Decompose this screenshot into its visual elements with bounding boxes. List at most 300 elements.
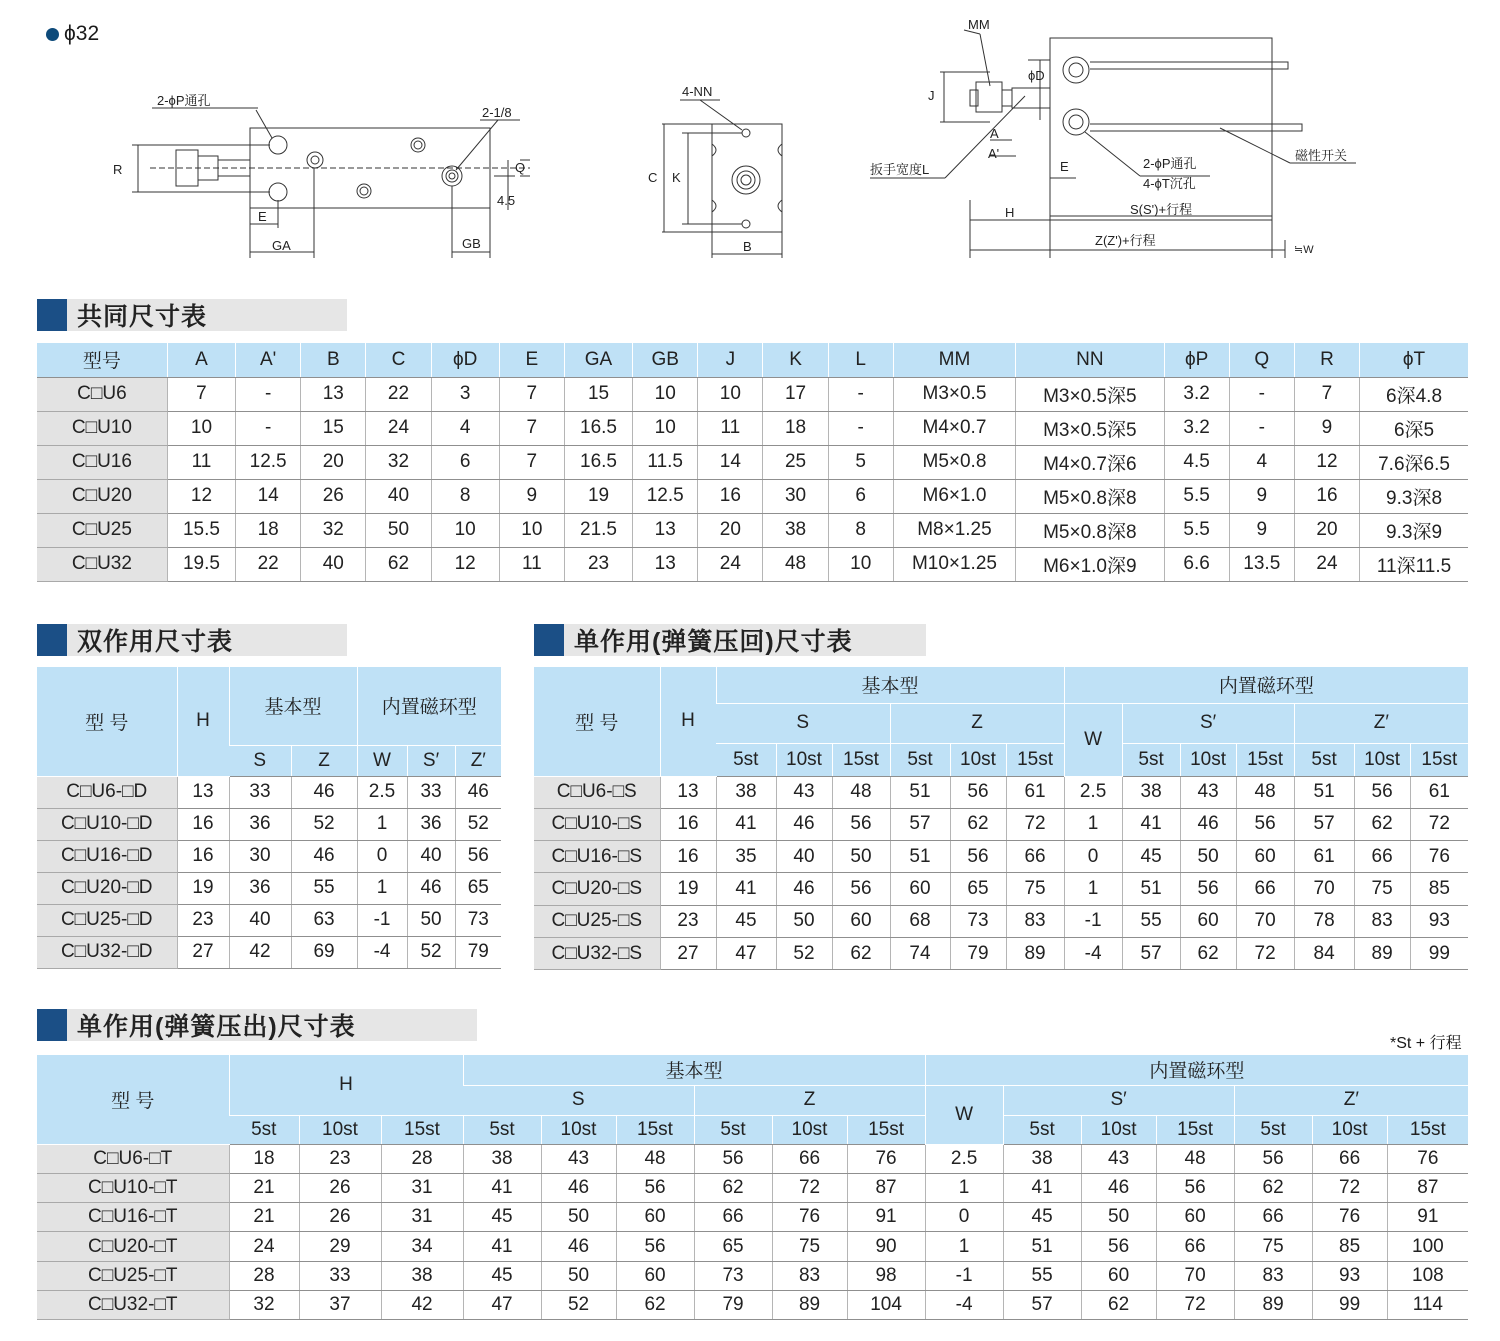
value-cell: 41 (463, 1173, 541, 1202)
label-r: R (113, 162, 123, 177)
model-cell: C□U6 (37, 377, 167, 411)
value-cell: M4×0.7深6 (1016, 445, 1164, 479)
single-acting-extend-table (37, 1055, 1468, 1320)
value-cell: 37 (299, 1290, 381, 1319)
value-cell: 62 (832, 937, 890, 969)
value-cell: 13 (633, 513, 698, 547)
value-cell: 51 (1003, 1232, 1081, 1261)
model-cell: C□U32-□D (37, 936, 177, 968)
value-cell: 90 (847, 1232, 925, 1261)
column-header: 5st (1122, 743, 1180, 776)
model-cell: C□U20-□S (534, 873, 660, 905)
value-cell: 72 (1006, 808, 1064, 840)
value-cell: 6.6 (1164, 547, 1229, 581)
value-cell: 76 (772, 1203, 847, 1232)
label-magnetic-switch: 磁性开关 (1295, 148, 1348, 163)
value-cell: 75 (1354, 873, 1410, 905)
value-cell: - (828, 377, 893, 411)
value-cell: 42 (229, 936, 291, 968)
model-cell: C□U32-□S (534, 937, 660, 969)
value-cell: 41 (1122, 808, 1180, 840)
value-cell: 51 (890, 841, 950, 873)
value-cell: 62 (616, 1290, 694, 1319)
value-cell: 104 (847, 1290, 925, 1319)
label-2-phi-p-hole: 2-ϕP通孔 (157, 93, 211, 108)
value-cell: 4 (431, 411, 499, 445)
column-header: Q (1229, 343, 1294, 377)
value-cell: 18 (763, 411, 828, 445)
value-cell: 32 (366, 445, 431, 479)
value-cell: 7 (499, 445, 564, 479)
table-row (37, 840, 501, 872)
value-cell: 93 (1312, 1261, 1387, 1290)
column-header: 5st (694, 1115, 772, 1144)
header-magnet-type: 内置磁环型 (357, 667, 501, 745)
value-cell: 7 (499, 411, 564, 445)
value-cell: 12 (431, 547, 499, 581)
value-cell: 65 (950, 873, 1006, 905)
value-cell: 72 (1410, 808, 1468, 840)
value-cell: 60 (1236, 841, 1294, 873)
section-title: 双作用尺寸表 (77, 628, 234, 656)
value-cell: 9.3深8 (1360, 479, 1468, 513)
value-cell: 16 (660, 808, 716, 840)
value-cell: 76 (1410, 841, 1468, 873)
value-cell: 83 (772, 1261, 847, 1290)
value-cell: 48 (832, 776, 890, 808)
value-cell: 26 (299, 1173, 381, 1202)
value-cell: 91 (1387, 1203, 1468, 1232)
value-cell: 29 (299, 1232, 381, 1261)
value-cell: 3.2 (1164, 411, 1229, 445)
value-cell: 51 (1294, 776, 1354, 808)
value-cell: 56 (950, 841, 1006, 873)
model-cell: C□U25-□S (534, 905, 660, 937)
value-cell: 93 (1410, 905, 1468, 937)
label-q: Q (515, 160, 526, 175)
model-cell: C□U10-□S (534, 808, 660, 840)
value-cell: 9.3深9 (1360, 513, 1468, 547)
table-row (534, 776, 1468, 808)
value-cell: 85 (1312, 1232, 1387, 1261)
section-square-icon (37, 1009, 67, 1041)
model-cell: C□U32 (37, 547, 167, 581)
value-cell: - (236, 377, 301, 411)
section-square-icon (534, 624, 564, 656)
value-cell: 19 (660, 873, 716, 905)
value-cell: 21 (229, 1173, 299, 1202)
value-cell: M3×0.5深5 (1016, 377, 1164, 411)
header-z-prime: Z′ (1294, 703, 1468, 743)
value-cell: 19 (564, 479, 632, 513)
model-cell: C□U16 (37, 445, 167, 479)
header-z: Z (890, 703, 1064, 743)
value-cell: 32 (229, 1290, 299, 1319)
column-header: 5st (463, 1115, 541, 1144)
value-cell: 31 (381, 1173, 463, 1202)
label-wrench-width: 扳手宽度L (870, 162, 930, 177)
value-cell: 16.5 (564, 445, 632, 479)
value-cell: 48 (763, 547, 828, 581)
value-cell: 50 (407, 904, 455, 936)
value-cell: 56 (1156, 1173, 1234, 1202)
value-cell: 43 (776, 776, 832, 808)
value-cell: M5×0.8深8 (1016, 479, 1164, 513)
value-cell: 48 (1156, 1144, 1234, 1173)
value-cell: 23 (660, 905, 716, 937)
section-title: 共同尺寸表 (77, 303, 208, 331)
label-w: ≒W (1294, 244, 1314, 256)
value-cell: 10 (499, 513, 564, 547)
value-cell: 40 (407, 840, 455, 872)
value-cell: 43 (541, 1144, 616, 1173)
header-model: 型 号 (37, 667, 177, 776)
value-cell: M6×1.0 (893, 479, 1015, 513)
table-row (37, 808, 501, 840)
header-model: 型 号 (534, 667, 660, 776)
value-cell: 20 (1294, 513, 1359, 547)
value-cell: 76 (847, 1144, 925, 1173)
value-cell: 38 (463, 1144, 541, 1173)
value-cell: 45 (463, 1261, 541, 1290)
model-cell: C□U6-□T (37, 1144, 229, 1173)
value-cell: 6 (431, 445, 499, 479)
value-cell: 1 (357, 872, 407, 904)
value-cell: 78 (1294, 905, 1354, 937)
section-header-double (37, 624, 347, 656)
label-phi-d: ϕD (1028, 68, 1045, 83)
value-cell: 19.5 (167, 547, 235, 581)
value-cell: 52 (776, 937, 832, 969)
value-cell: 57 (890, 808, 950, 840)
value-cell: 83 (1006, 905, 1064, 937)
column-header: 15st (832, 743, 890, 776)
table-row (37, 445, 1468, 479)
value-cell: 52 (541, 1290, 616, 1319)
column-header: 5st (1234, 1115, 1312, 1144)
value-cell: M4×0.7 (893, 411, 1015, 445)
value-cell: 66 (1156, 1232, 1234, 1261)
value-cell: 4 (1229, 445, 1294, 479)
value-cell: 30 (763, 479, 828, 513)
model-cell: C□U20 (37, 479, 167, 513)
column-header: B (301, 343, 366, 377)
value-cell: 6 (828, 479, 893, 513)
value-cell: 45 (463, 1203, 541, 1232)
value-cell: 16 (698, 479, 763, 513)
value-cell: 9 (1229, 513, 1294, 547)
column-header: 10st (950, 743, 1006, 776)
value-cell: 72 (1312, 1173, 1387, 1202)
value-cell: 66 (1312, 1144, 1387, 1173)
value-cell: 56 (694, 1144, 772, 1173)
value-cell: 1 (357, 808, 407, 840)
value-cell: 62 (366, 547, 431, 581)
section-square-icon (37, 299, 67, 331)
value-cell: 31 (381, 1203, 463, 1232)
model-cell: C□U6-□S (534, 776, 660, 808)
value-cell: 11 (698, 411, 763, 445)
column-header: 15st (1387, 1115, 1468, 1144)
value-cell: 48 (1236, 776, 1294, 808)
header-z-prime: Z′ (1234, 1085, 1468, 1115)
table-row (37, 776, 501, 808)
value-cell: 65 (694, 1232, 772, 1261)
value-cell: 1 (925, 1232, 1003, 1261)
value-cell: 23 (299, 1144, 381, 1173)
value-cell: -4 (1064, 937, 1122, 969)
value-cell: 5.5 (1164, 513, 1229, 547)
value-cell: 4.5 (1164, 445, 1229, 479)
header-s: S (229, 745, 291, 776)
label-4-phi-t: 4-ϕT沉孔 (1143, 176, 1196, 191)
value-cell: 7 (499, 377, 564, 411)
value-cell: 52 (291, 808, 357, 840)
column-header: 15st (1410, 743, 1468, 776)
value-cell: 5 (828, 445, 893, 479)
column-header: 10st (772, 1115, 847, 1144)
value-cell: 9 (1294, 411, 1359, 445)
column-header: K (763, 343, 828, 377)
value-cell: 46 (1180, 808, 1236, 840)
value-cell: 2.5 (925, 1144, 1003, 1173)
value-cell: 26 (299, 1203, 381, 1232)
value-cell: 22 (236, 547, 301, 581)
value-cell: 0 (1064, 841, 1122, 873)
value-cell: 40 (229, 904, 291, 936)
table-row (534, 937, 1468, 969)
model-cell: C□U16-□D (37, 840, 177, 872)
value-cell: 56 (455, 840, 501, 872)
column-header: 5st (716, 743, 776, 776)
model-cell: C□U16-□T (37, 1203, 229, 1232)
value-cell: 46 (291, 840, 357, 872)
header-w: W (1064, 703, 1122, 776)
column-header: 10st (1354, 743, 1410, 776)
value-cell: 28 (229, 1261, 299, 1290)
value-cell: 70 (1236, 905, 1294, 937)
value-cell: 24 (698, 547, 763, 581)
value-cell: 17 (763, 377, 828, 411)
value-cell: 41 (716, 808, 776, 840)
value-cell: 13 (633, 547, 698, 581)
value-cell: 23 (177, 904, 229, 936)
value-cell: 66 (772, 1144, 847, 1173)
header-w: W (925, 1085, 1003, 1144)
value-cell: 10 (698, 377, 763, 411)
value-cell: 99 (1312, 1290, 1387, 1319)
value-cell: 55 (1122, 905, 1180, 937)
value-cell: 89 (772, 1290, 847, 1319)
value-cell: 10 (633, 377, 698, 411)
table-row (37, 377, 1468, 411)
value-cell: 10 (633, 411, 698, 445)
value-cell: - (236, 411, 301, 445)
header-s-prime: S′ (407, 745, 455, 776)
value-cell: -1 (357, 904, 407, 936)
table-row (534, 841, 1468, 873)
header-z: Z (291, 745, 357, 776)
value-cell: 22 (366, 377, 431, 411)
value-cell: 79 (694, 1290, 772, 1319)
value-cell: 51 (1122, 873, 1180, 905)
column-header: 15st (1156, 1115, 1234, 1144)
value-cell: M5×0.8深8 (1016, 513, 1164, 547)
column-header: ϕP (1164, 343, 1229, 377)
value-cell: 40 (301, 547, 366, 581)
header-basic-type: 基本型 (463, 1055, 925, 1085)
label-c: C (648, 170, 658, 185)
value-cell: 62 (1234, 1173, 1312, 1202)
value-cell: 60 (1180, 905, 1236, 937)
column-header: R (1294, 343, 1359, 377)
column-header: 10st (299, 1115, 381, 1144)
column-header: 15st (381, 1115, 463, 1144)
value-cell: 9 (499, 479, 564, 513)
value-cell: 0 (925, 1203, 1003, 1232)
value-cell: 24 (229, 1232, 299, 1261)
value-cell: M3×0.5深5 (1016, 411, 1164, 445)
label-z-stroke: Z(Z')+行程 (1095, 233, 1156, 248)
header-basic-type: 基本型 (229, 667, 357, 745)
value-cell: 56 (1180, 873, 1236, 905)
value-cell: 60 (616, 1261, 694, 1290)
value-cell: 25 (763, 445, 828, 479)
value-cell: 46 (541, 1173, 616, 1202)
value-cell: M8×1.25 (893, 513, 1015, 547)
value-cell: 50 (1081, 1203, 1156, 1232)
value-cell: 72 (1156, 1290, 1234, 1319)
value-cell: 45 (716, 905, 776, 937)
column-header: ϕT (1360, 343, 1468, 377)
value-cell: 33 (229, 776, 291, 808)
value-cell: 10 (828, 547, 893, 581)
value-cell: 7.6深6.5 (1360, 445, 1468, 479)
section-header-single-in (534, 624, 926, 656)
value-cell: 46 (1081, 1173, 1156, 1202)
value-cell: 33 (299, 1261, 381, 1290)
value-cell: 38 (763, 513, 828, 547)
value-cell: 63 (291, 904, 357, 936)
header-h: H (229, 1055, 463, 1115)
value-cell: 34 (381, 1232, 463, 1261)
value-cell: 41 (1003, 1173, 1081, 1202)
column-header: MM (893, 343, 1015, 377)
value-cell: 62 (950, 808, 1006, 840)
value-cell: 36 (407, 808, 455, 840)
value-cell: 10 (167, 411, 235, 445)
label-a-prime: A' (988, 146, 1000, 161)
table-row (37, 1173, 1468, 1202)
table-row (37, 411, 1468, 445)
value-cell: 66 (1234, 1203, 1312, 1232)
table-row (37, 1203, 1468, 1232)
value-cell: 50 (541, 1203, 616, 1232)
value-cell: 33 (407, 776, 455, 808)
value-cell: 61 (1006, 776, 1064, 808)
header-s: S (463, 1085, 694, 1115)
table-row (534, 873, 1468, 905)
header-z: Z (694, 1085, 925, 1115)
value-cell: 56 (1234, 1144, 1312, 1173)
table-row (37, 872, 501, 904)
value-cell: 13 (301, 377, 366, 411)
header-basic-type: 基本型 (716, 667, 1064, 703)
value-cell: 65 (455, 872, 501, 904)
value-cell: 27 (660, 937, 716, 969)
value-cell: 89 (1234, 1290, 1312, 1319)
value-cell: 15 (301, 411, 366, 445)
value-cell: 7 (167, 377, 235, 411)
label-gb: GB (462, 236, 481, 251)
value-cell: 83 (1354, 905, 1410, 937)
value-cell: 56 (832, 808, 890, 840)
model-cell: C□U25 (37, 513, 167, 547)
value-cell: 66 (1354, 841, 1410, 873)
value-cell: 72 (772, 1173, 847, 1202)
value-cell: 2.5 (1064, 776, 1122, 808)
value-cell: 24 (366, 411, 431, 445)
value-cell: 61 (1410, 776, 1468, 808)
value-cell: 12.5 (236, 445, 301, 479)
label-4-5: 4.5 (497, 193, 516, 208)
value-cell: 46 (455, 776, 501, 808)
value-cell: 66 (1236, 873, 1294, 905)
model-cell: C□U10 (37, 411, 167, 445)
header-magnet-type: 内置磁环型 (925, 1055, 1468, 1085)
value-cell: 11 (499, 547, 564, 581)
dimension-drawings (0, 0, 1500, 280)
header-h: H (177, 667, 229, 776)
value-cell: 61 (1294, 841, 1354, 873)
label-k: K (672, 170, 681, 185)
label-mm: MM (968, 17, 990, 32)
value-cell: 46 (776, 808, 832, 840)
value-cell: 62 (1354, 808, 1410, 840)
value-cell: 56 (950, 776, 1006, 808)
value-cell: 11深11.5 (1360, 547, 1468, 581)
value-cell: 83 (1234, 1261, 1312, 1290)
column-header: L (828, 343, 893, 377)
column-header: 10st (1081, 1115, 1156, 1144)
value-cell: 42 (381, 1290, 463, 1319)
model-cell: C□U32-□T (37, 1290, 229, 1319)
table-row (37, 513, 1468, 547)
value-cell: 69 (291, 936, 357, 968)
table-row (37, 547, 1468, 581)
value-cell: 32 (301, 513, 366, 547)
value-cell: 16 (1294, 479, 1359, 513)
value-cell: 50 (541, 1261, 616, 1290)
value-cell: 0 (357, 840, 407, 872)
value-cell: 73 (455, 904, 501, 936)
value-cell: 16 (177, 808, 229, 840)
value-cell: 56 (1081, 1232, 1156, 1261)
table-row (37, 936, 501, 968)
value-cell: M10×1.25 (893, 547, 1015, 581)
value-cell: 36 (229, 872, 291, 904)
value-cell: 41 (463, 1232, 541, 1261)
value-cell: 68 (890, 905, 950, 937)
value-cell: 74 (890, 937, 950, 969)
value-cell: 66 (1006, 841, 1064, 873)
header-z-prime: Z′ (455, 745, 501, 776)
column-header: ϕD (431, 343, 499, 377)
value-cell: 48 (616, 1144, 694, 1173)
value-cell: 73 (694, 1261, 772, 1290)
value-cell: 55 (1003, 1261, 1081, 1290)
value-cell: 55 (291, 872, 357, 904)
